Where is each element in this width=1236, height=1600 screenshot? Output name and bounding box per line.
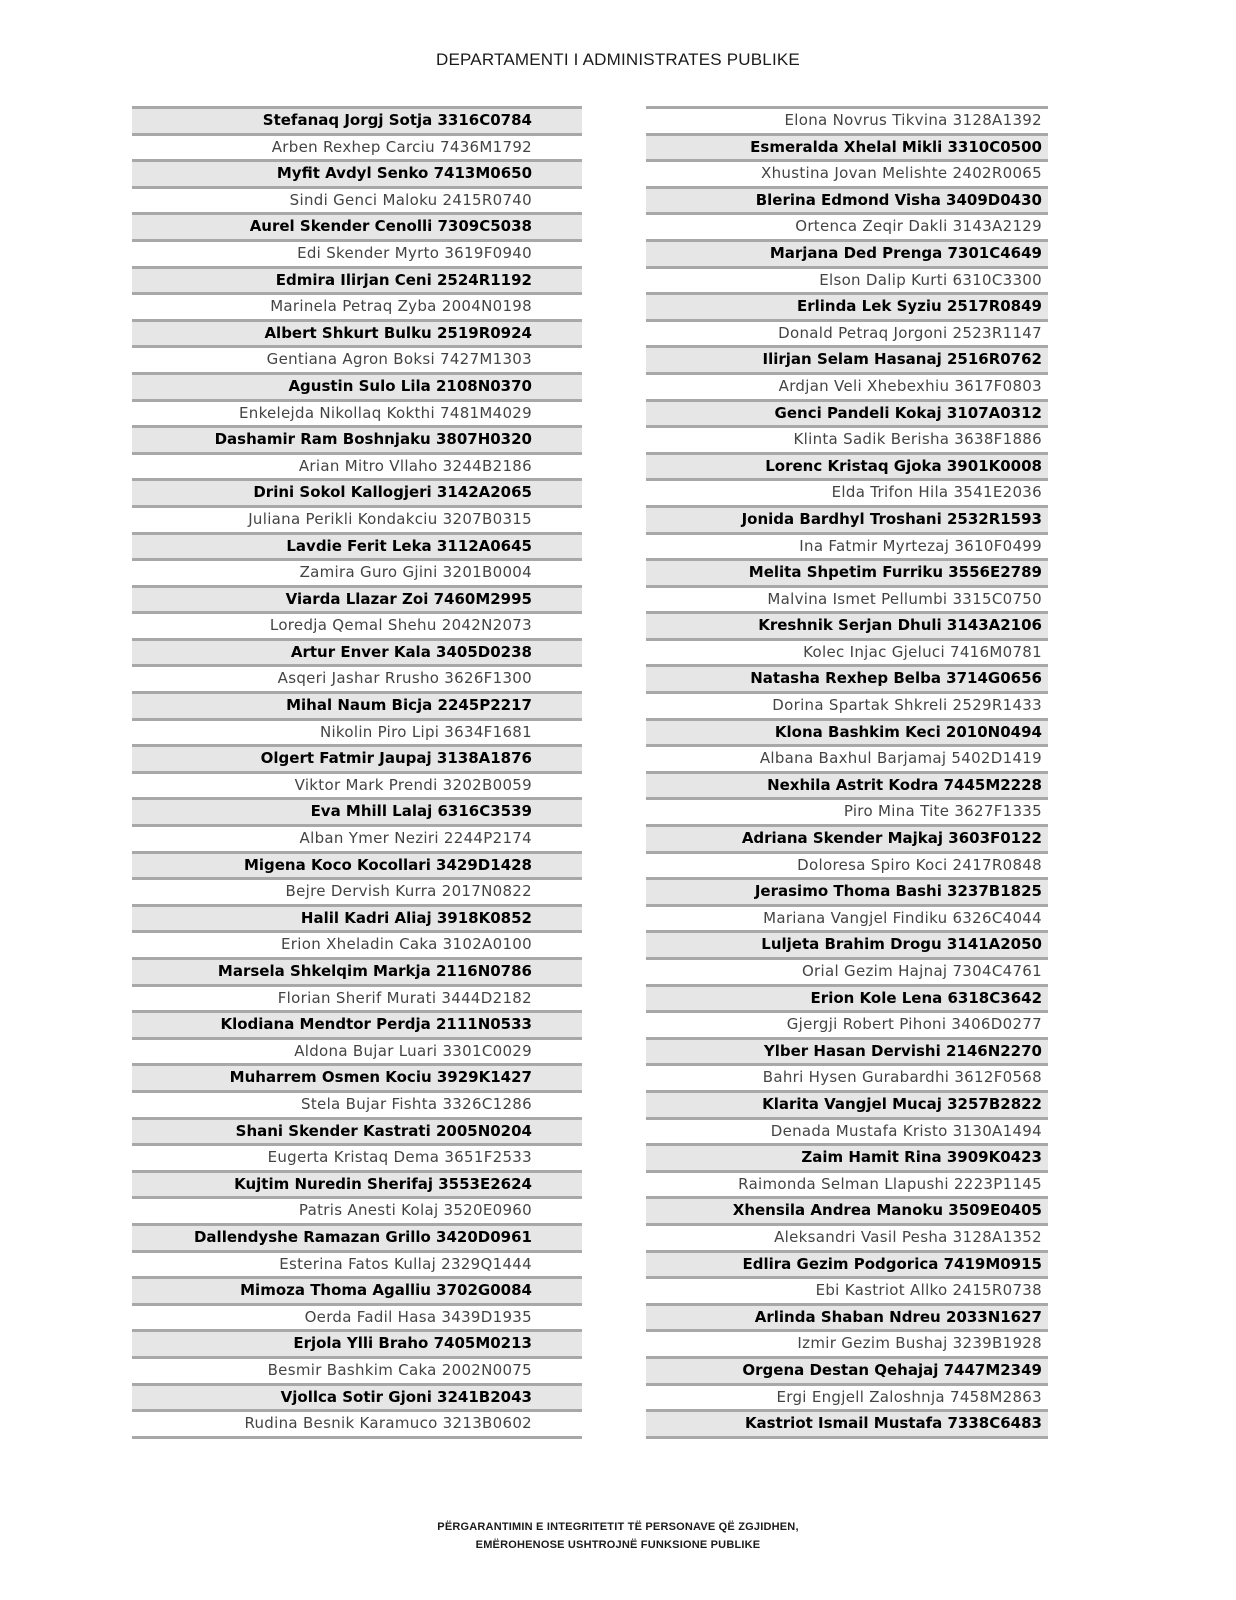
left-name-list — [132, 106, 582, 1439]
list-item: Zamira Guro Gjini 3201B0004 — [132, 561, 582, 588]
list-item: Asqeri Jashar Rrusho 3626F1300 — [132, 667, 582, 694]
list-item: Ylber Hasan Dervishi 2146N2270 — [646, 1040, 1048, 1067]
list-item: Ergi Engjell Zaloshnja 7458M2863 — [646, 1386, 1048, 1413]
list-item: Artur Enver Kala 3405D0238 — [132, 641, 582, 668]
list-item: Marinela Petraq Zyba 2004N0198 — [132, 295, 582, 322]
list-item: Juliana Perikli Kondakciu 3207B0315 — [132, 508, 582, 535]
list-item: Stefanaq Jorgj Sotja 3316C0784 — [132, 109, 582, 136]
list-item: Esmeralda Xhelal Mikli 3310C0500 — [646, 136, 1048, 163]
list-item: Malvina Ismet Pellumbi 3315C0750 — [646, 588, 1048, 615]
list-item: Arlinda Shaban Ndreu 2033N1627 — [646, 1306, 1048, 1333]
list-item: Edi Skender Myrto 3619F0940 — [132, 242, 582, 269]
list-item: Denada Mustafa Kristo 3130A1494 — [646, 1120, 1048, 1147]
list-item: Drini Sokol Kallogjeri 3142A2065 — [132, 481, 582, 508]
list-item: Loredja Qemal Shehu 2042N2073 — [132, 614, 582, 641]
list-item: Edmira Ilirjan Ceni 2524R1192 — [132, 269, 582, 296]
list-item: Eugerta Kristaq Dema 3651F2533 — [132, 1146, 582, 1173]
list-item: Albana Baxhul Barjamaj 5402D1419 — [646, 747, 1048, 774]
list-item: Erion Kole Lena 6318C3642 — [646, 987, 1048, 1014]
list-item: Rudina Besnik Karamuco 3213B0602 — [132, 1412, 582, 1439]
list-item: Xhensila Andrea Manoku 3509E0405 — [646, 1199, 1048, 1226]
list-item: Oerda Fadil Hasa 3439D1935 — [132, 1306, 582, 1333]
list-item: Arben Rexhep Carciu 7436M1792 — [132, 136, 582, 163]
list-item: Agustin Sulo Lila 2108N0370 — [132, 375, 582, 402]
list-item: Stela Bujar Fishta 3326C1286 — [132, 1093, 582, 1120]
list-item: Doloresa Spiro Koci 2417R0848 — [646, 854, 1048, 881]
list-item: Raimonda Selman Llapushi 2223P1145 — [646, 1173, 1048, 1200]
list-item: Kastriot Ismail Mustafa 7338C6483 — [646, 1412, 1048, 1439]
list-item: Mariana Vangjel Findiku 6326C4044 — [646, 907, 1048, 934]
list-item: Izmir Gezim Bushaj 3239B1928 — [646, 1332, 1048, 1359]
list-item: Erlinda Lek Syziu 2517R0849 — [646, 295, 1048, 322]
list-item: Halil Kadri Aliaj 3918K0852 — [132, 907, 582, 934]
list-item: Dorina Spartak Shkreli 2529R1433 — [646, 694, 1048, 721]
page-footer — [0, 1518, 1236, 1554]
list-item: Klodiana Mendtor Perdja 2111N0533 — [132, 1013, 582, 1040]
list-item: Klona Bashkim Keci 2010N0494 — [646, 721, 1048, 748]
list-item: Olgert Fatmir Jaupaj 3138A1876 — [132, 747, 582, 774]
list-item: Ina Fatmir Myrtezaj 3610F0499 — [646, 535, 1048, 562]
list-item: Blerina Edmond Visha 3409D0430 — [646, 189, 1048, 216]
list-item: Dashamir Ram Boshnjaku 3807H0320 — [132, 428, 582, 455]
list-item: Viktor Mark Prendi 3202B0059 — [132, 774, 582, 801]
list-item: Dallendyshe Ramazan Grillo 3420D0961 — [132, 1226, 582, 1253]
list-item: Erion Xheladin Caka 3102A0100 — [132, 933, 582, 960]
list-item: Mimoza Thoma Agalliu 3702G0084 — [132, 1279, 582, 1306]
list-item: Ortenca Zeqir Dakli 3143A2129 — [646, 215, 1048, 242]
list-item: Myfit Avdyl Senko 7413M0650 — [132, 162, 582, 189]
list-item: Muharrem Osmen Kociu 3929K1427 — [132, 1066, 582, 1093]
list-item: Kolec Injac Gjeluci 7416M0781 — [646, 641, 1048, 668]
list-item: Klarita Vangjel Mucaj 3257B2822 — [646, 1093, 1048, 1120]
list-item: Mihal Naum Bicja 2245P2217 — [132, 694, 582, 721]
list-item: Esterina Fatos Kullaj 2329Q1444 — [132, 1253, 582, 1280]
list-item: Bahri Hysen Gurabardhi 3612F0568 — [646, 1066, 1048, 1093]
list-item: Adriana Skender Majkaj 3603F0122 — [646, 827, 1048, 854]
list-item: Sindi Genci Maloku 2415R0740 — [132, 189, 582, 216]
list-item: Natasha Rexhep Belba 3714G0656 — [646, 667, 1048, 694]
list-item: Nikolin Piro Lipi 3634F1681 — [132, 721, 582, 748]
list-item: Erjola Ylli Braho 7405M0213 — [132, 1332, 582, 1359]
footer-line-2: EMËROHENOSE USHTROJNË FUNKSIONE PUBLIKE — [475, 1539, 761, 1551]
list-item: Bejre Dervish Kurra 2017N0822 — [132, 880, 582, 907]
list-item: Besmir Bashkim Caka 2002N0075 — [132, 1359, 582, 1386]
list-item: Lavdie Ferit Leka 3112A0645 — [132, 535, 582, 562]
list-item: Aldona Bujar Luari 3301C0029 — [132, 1040, 582, 1067]
list-item: Elda Trifon Hila 3541E2036 — [646, 481, 1048, 508]
list-item: Gentiana Agron Boksi 7427M1303 — [132, 348, 582, 375]
list-item: Lorenc Kristaq Gjoka 3901K0008 — [646, 455, 1048, 482]
list-item: Vjollca Sotir Gjoni 3241B2043 — [132, 1386, 582, 1413]
list-item: Donald Petraq Jorgoni 2523R1147 — [646, 322, 1048, 349]
list-item: Albert Shkurt Bulku 2519R0924 — [132, 322, 582, 349]
list-item: Kreshnik Serjan Dhuli 3143A2106 — [646, 614, 1048, 641]
list-item: Patris Anesti Kolaj 3520E0960 — [132, 1199, 582, 1226]
list-item: Viarda Llazar Zoi 7460M2995 — [132, 588, 582, 615]
list-item: Genci Pandeli Kokaj 3107A0312 — [646, 402, 1048, 429]
list-item: Melita Shpetim Furriku 3556E2789 — [646, 561, 1048, 588]
list-item: Ilirjan Selam Hasanaj 2516R0762 — [646, 348, 1048, 375]
list-item: Kujtim Nuredin Sherifaj 3553E2624 — [132, 1173, 582, 1200]
list-item: Gjergji Robert Pihoni 3406D0277 — [646, 1013, 1048, 1040]
list-item: Aurel Skender Cenolli 7309C5038 — [132, 215, 582, 242]
list-item: Orial Gezim Hajnaj 7304C4761 — [646, 960, 1048, 987]
list-item: Edlira Gezim Podgorica 7419M0915 — [646, 1253, 1048, 1280]
list-item: Aleksandri Vasil Pesha 3128A1352 — [646, 1226, 1048, 1253]
list-item: Florian Sherif Murati 3444D2182 — [132, 987, 582, 1014]
list-item: Alban Ymer Neziri 2244P2174 — [132, 827, 582, 854]
list-item: Shani Skender Kastrati 2005N0204 — [132, 1120, 582, 1147]
list-item: Ebi Kastriot Allko 2415R0738 — [646, 1279, 1048, 1306]
list-item: Luljeta Brahim Drogu 3141A2050 — [646, 933, 1048, 960]
list-item: Klinta Sadik Berisha 3638F1886 — [646, 428, 1048, 455]
list-item: Marjana Ded Prenga 7301C4649 — [646, 242, 1048, 269]
list-item: Elona Novrus Tikvina 3128A1392 — [646, 109, 1048, 136]
page-title: DEPARTAMENTI I ADMINISTRATES PUBLIKE — [436, 50, 800, 69]
list-item: Nexhila Astrit Kodra 7445M2228 — [646, 774, 1048, 801]
list-item: Eva Mhill Lalaj 6316C3539 — [132, 800, 582, 827]
list-item: Enkelejda Nikollaq Kokthi 7481M4029 — [132, 402, 582, 429]
list-item: Elson Dalip Kurti 6310C3300 — [646, 269, 1048, 296]
list-item: Arian Mitro Vllaho 3244B2186 — [132, 455, 582, 482]
list-item: Piro Mina Tite 3627F1335 — [646, 800, 1048, 827]
list-item: Jerasimo Thoma Bashi 3237B1825 — [646, 880, 1048, 907]
list-item: Orgena Destan Qehajaj 7447M2349 — [646, 1359, 1048, 1386]
list-item: Ardjan Veli Xhebexhiu 3617F0803 — [646, 375, 1048, 402]
list-item: Jonida Bardhyl Troshani 2532R1593 — [646, 508, 1048, 535]
list-item: Migena Koco Kocollari 3429D1428 — [132, 854, 582, 881]
list-item: Xhustina Jovan Melishte 2402R0065 — [646, 162, 1048, 189]
right-name-list — [646, 106, 1048, 1439]
footer-line-1: PËRGARANTIMIN E INTEGRITETIT TË PERSONAVE QË ZGJIDHEN, — [437, 1521, 799, 1533]
list-item: Zaim Hamit Rina 3909K0423 — [646, 1146, 1048, 1173]
list-item: Marsela Shkelqim Markja 2116N0786 — [132, 960, 582, 987]
